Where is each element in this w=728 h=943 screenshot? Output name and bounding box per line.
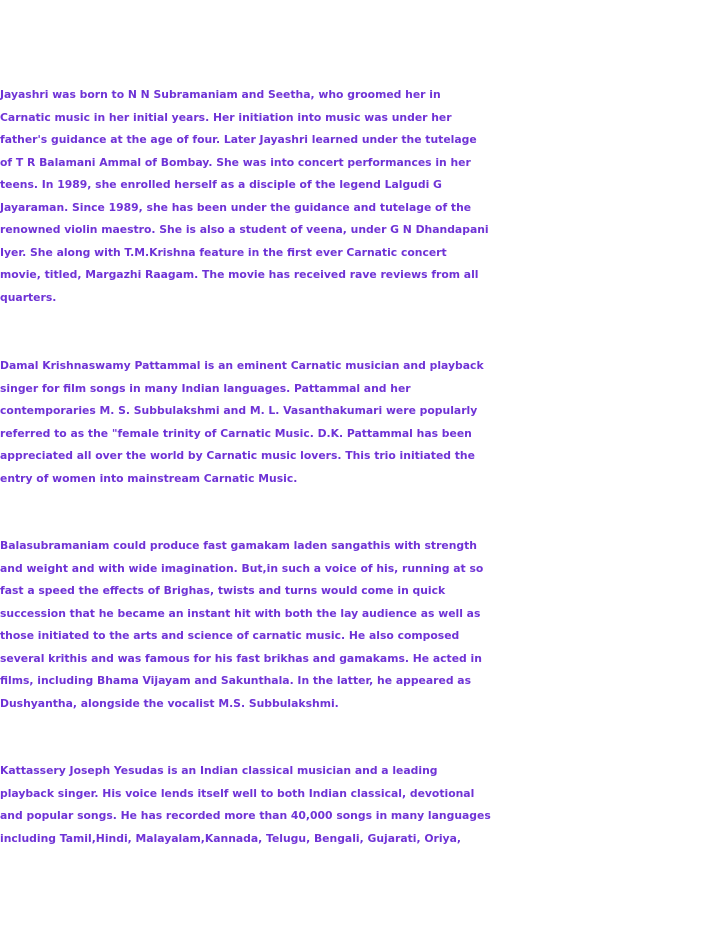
text-line: renowned violin maestro. She is also a student of veena, under G N Dhandapani — [0, 223, 489, 236]
text-line: movie, titled, Margazhi Raagam. The movie has received rave reviews from all — [0, 268, 479, 281]
text-line: Jayashri was born to N N Subramaniam and Seetha, who groomed her in — [0, 88, 441, 101]
paragraph-balasubramaniam — [0, 535, 728, 715]
text-line: several krithis and was famous for his fast brikhas and gamakams. He acted in — [0, 651, 482, 665]
text-line: films, including Bhama Vijayam and Sakunthala. In the latter, he appeared as — [0, 674, 472, 687]
text-line: Iyer. She along with T.M.Krishna feature in the first ever Carnatic concert — [0, 245, 447, 259]
text-line: Jayaraman. Since 1989, she has been under the guidance and tutelage of the — [0, 200, 472, 214]
text-line: succession that he became an instant hit with both the lay audience as well as — [0, 606, 481, 620]
text-line: including Tamil,Hindi, Malayalam,Kannada, Telugu, Bengali, Gujarati, Oriya, — [0, 831, 461, 845]
text-line: those initiated to the arts and science of carnatic music. He also composed — [0, 629, 460, 642]
text-line: quarters. — [0, 290, 57, 304]
paragraph-pattammal — [0, 355, 728, 490]
text-line: father's guidance at the age of four. Later Jayashri learned under the tutelage — [0, 133, 477, 146]
text-line: contemporaries M. S. Subbulakshmi and M. L. Vasanthakumari were popularly — [0, 404, 478, 417]
text-line: entry of women into mainstream Carnatic Music. — [0, 471, 298, 485]
text-line: Kattassery Joseph Yesudas is an Indian classical musician and a leading — [0, 764, 438, 777]
text-line: referred to as the "female trinity of Carnatic Music. D.K. Pattammal has been — [0, 426, 472, 440]
text-line: singer for film songs in many Indian languages. Pattammal and her — [0, 381, 411, 395]
text-line: teens. In 1989, she enrolled herself as a disciple of the legend Lalgudi G — [0, 178, 442, 191]
text-line: Damal Krishnaswamy Pattammal is an eminent Carnatic musician and playback — [0, 359, 484, 372]
text-line: and weight and with wide imagination. But,in such a voice of his, running at so — [0, 561, 484, 575]
text-line: Carnatic music in her initial years. Her initiation into music was under her — [0, 110, 452, 124]
paragraph-yesudas — [0, 760, 728, 850]
text-line: Dushyantha, alongside the vocalist M.S. Subbulakshmi. — [0, 696, 339, 710]
text-line: and popular songs. He has recorded more than 40,000 songs in many languages — [0, 809, 491, 822]
text-line: of T R Balamani Ammal of Bombay. She was into concert performances in her — [0, 155, 471, 169]
text-line: fast a speed the effects of Brighas, twists and turns would come in quick — [0, 584, 446, 597]
text-line: appreciated all over the world by Carnatic music lovers. This trio initiated the — [0, 449, 475, 462]
paragraph-jayashri — [0, 84, 728, 309]
text-line: Balasubramaniam could produce fast gamakam laden sangathis with strength — [0, 539, 477, 552]
text-line: playback singer. His voice lends itself well to both Indian classical, devotional — [0, 786, 475, 800]
